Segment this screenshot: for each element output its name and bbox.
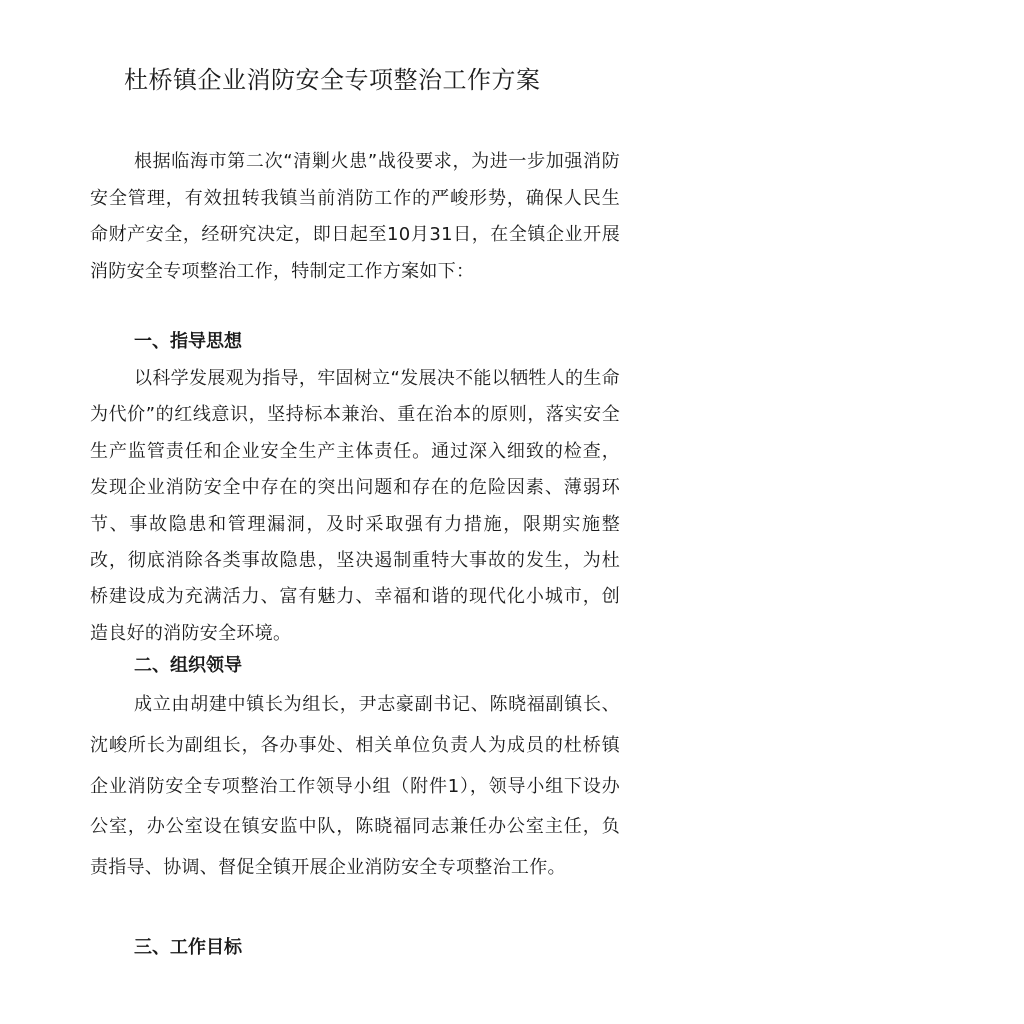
section-heading-guiding-thought: 一、指导思想 xyxy=(134,331,242,352)
section-body-guiding-thought: 以科学发展观为指导，牢固树立“发展决不能以牺牲人的生命为代价”的红线意识，坚持标本兼治、重在治本的原则，落实安全生产监管责任和企业安全生产主体责任。通过深入细致的检查，发现企业消防安全中存在的突出问题和存在的危险因素、薄弱环节、事故隐患和管理漏洞，及时采取强有力措施，限期实施整改，彻底消除各类事故隐患，坚决遏制重特大事故的发生，为杜桥建设成为充满活力、富有魅力、幸福和谐的现代化小城市，创造良好的消防安全环境。 xyxy=(90,368,620,644)
intro-paragraph: 根据临海市第二次“清剿火患”战役要求，为进一步加强消防安全管理，有效扭转我镇当前消防工作的严峻形势，确保人民生命财产安全，经研究决定，即日起至10月31日，在全镇企业开展消防安全专项整治工作，特制定工作方案如下： xyxy=(90,151,620,282)
document-title: 杜桥镇企业消防安全专项整治工作方案 xyxy=(124,66,541,94)
section-body-organization: 成立由胡建中镇长为组长，尹志豪副书记、陈晓福副镇长、沈峻所长为副组长，各办事处、相关单位负责人为成员的杜桥镇企业消防安全专项整治工作领导小组（附件1），领导小组下设办公室，办公室设在镇安监中队，陈晓福同志兼任办公室主任，负责指导、协调、督促全镇开展企业消防安全专项整治工作。 xyxy=(90,694,620,879)
section-heading-work-goals: 三、工作目标 xyxy=(134,937,242,958)
section-heading-organization: 二、组织领导 xyxy=(134,655,242,676)
